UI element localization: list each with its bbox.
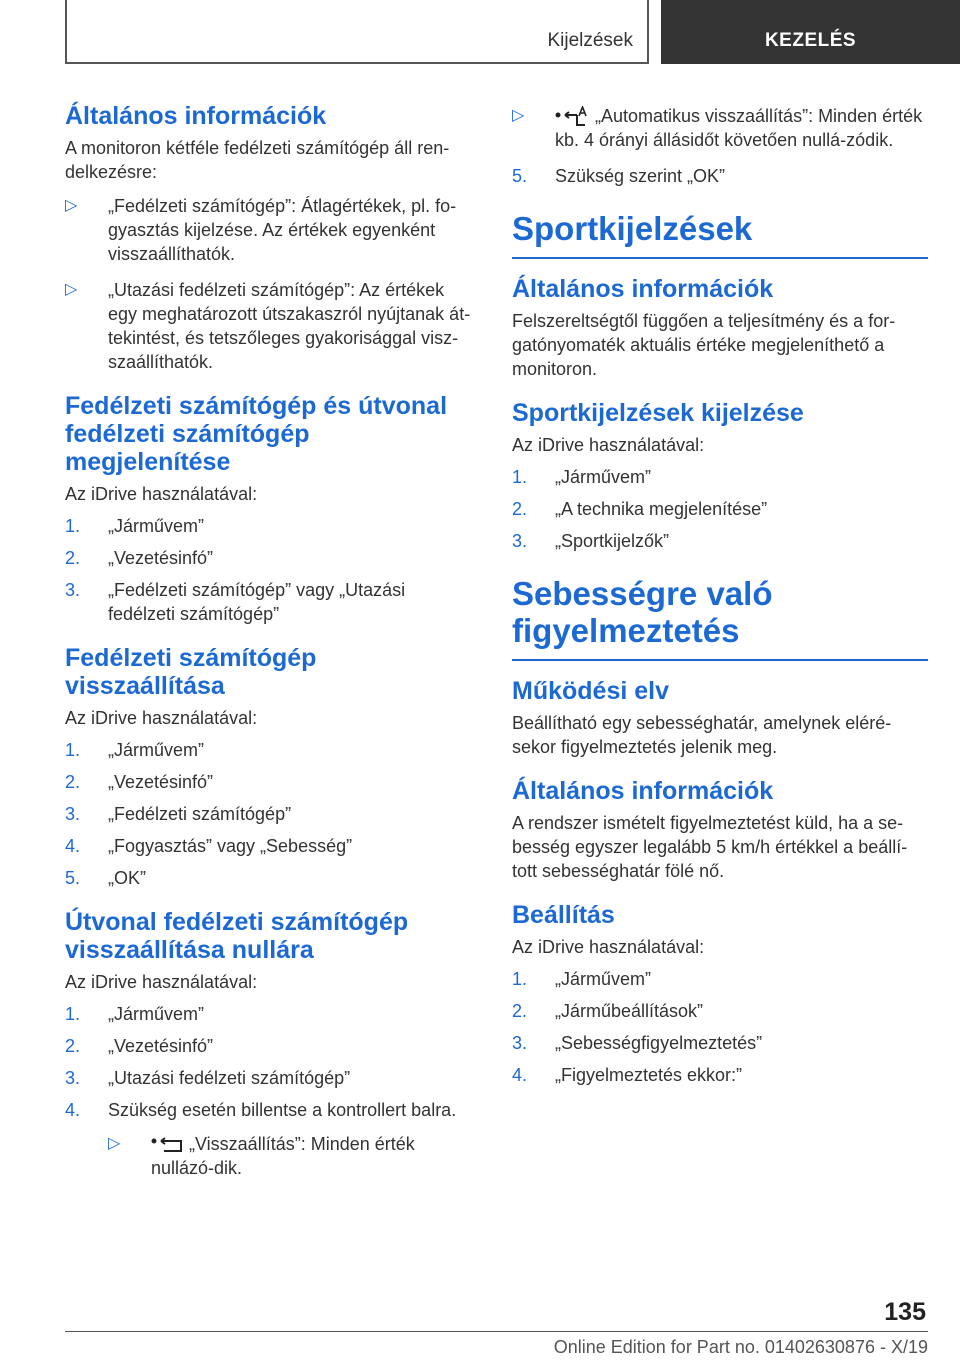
step-number: 2. [65, 1036, 81, 1056]
bullet-marker: ▷ [65, 197, 78, 214]
header-section-box [65, 0, 649, 64]
list-item [65, 578, 477, 626]
step-text: „Járművem” [108, 516, 205, 536]
header-chapter-box [661, 0, 960, 64]
step-text: „Járművem” [555, 969, 652, 990]
list-item [512, 1063, 928, 1087]
step-text: „Járművem” [108, 740, 205, 760]
paragraph: Az iDrive használatával: [512, 435, 705, 456]
list-item [512, 1031, 928, 1055]
list-item [512, 164, 928, 188]
paragraph: A rendszer ismételt figyelmeztetést küld, ha a se-besség egyszer legalább 5 km/h értékkel a beállí-tott sebességhatár fölé nő. [512, 813, 908, 882]
step-text: „Vezetésinfó” [108, 548, 214, 568]
bullet-text: „Utazási fedélzeti számítógép”: Az értékek egy meghatározott útszakaszról nyújtanak át-tekintést, és tetszőleges gyakorisággal visz-szaállíthatók. [108, 280, 471, 372]
heading-rule [512, 659, 928, 661]
paragraph: Az iDrive használatával: [65, 972, 258, 992]
auto-reset-icon [555, 106, 589, 128]
step-number: 3. [65, 804, 81, 824]
step-text: „Utazási fedélzeti számítógép” [108, 1068, 351, 1088]
list-item [65, 1002, 477, 1026]
paragraph: Az iDrive használatával: [65, 484, 258, 504]
bullet-text: „Visszaállítás”: Minden érték nullázó-dik. [151, 1134, 415, 1178]
paragraph: Felszereltségtől függően a teljesítmény és a for-gatónyomaték aktuális értéke megjeleníthető a monitoron. [512, 311, 896, 380]
section-title: Beállítás [512, 901, 615, 930]
step-number: 2. [512, 1001, 528, 1022]
section-title: Általános információk [512, 275, 774, 304]
list-item [512, 529, 928, 553]
step-number: 1. [65, 516, 81, 536]
list-item [65, 770, 477, 794]
list-item [65, 546, 477, 570]
chapter-heading: Sebességre való figyelmeztetés [512, 575, 773, 650]
step-text: „Sebességfigyelmeztetés” [555, 1033, 763, 1054]
chapter-heading: Sportkijelzések [512, 210, 753, 248]
paragraph: Beállítható egy sebességhatár, amelynek eléré-sekor figyelmeztetés jelenik meg. [512, 713, 892, 758]
step-number: 2. [65, 548, 81, 568]
paragraph: A monitoron kétféle fedélzeti számítógép áll ren-delkezésre: [65, 138, 450, 182]
section-title: Útvonal fedélzeti számítógép visszaállítása nullára [65, 908, 409, 964]
list-item [65, 1034, 477, 1058]
step-number: 2. [512, 499, 528, 520]
step-text: „Járművem” [555, 467, 652, 488]
step-number: 4. [512, 1065, 528, 1086]
list-item [65, 278, 477, 374]
reset-icon [151, 1136, 183, 1154]
section-title: Sportkijelzések kijelzése [512, 399, 804, 428]
list-item [512, 999, 928, 1023]
step-number: 3. [65, 1068, 81, 1088]
step-text: „Fogyasztás” vagy „Sebesség” [108, 836, 353, 856]
step-text: „Figyelmeztetés ekkor:” [555, 1065, 743, 1086]
step-text: „Fedélzeti számítógép” [108, 804, 292, 824]
list-item [65, 1098, 477, 1122]
section-title: Általános információk [512, 777, 774, 806]
step-number: 3. [512, 531, 528, 552]
step-number: 2. [65, 772, 81, 792]
step-text: „Vezetésinfó” [108, 1036, 214, 1056]
step-text: Szükség szerint „OK” [555, 166, 726, 187]
list-item [65, 866, 477, 890]
list-item [512, 497, 928, 521]
section-title: Általános információk [65, 102, 327, 130]
list-item [65, 834, 477, 858]
list-item [65, 738, 477, 762]
step-number: 1. [65, 740, 81, 760]
step-text: Szükség esetén billentse a kontrollert balra. [108, 1100, 457, 1120]
step-text: „Járművem” [108, 1004, 205, 1024]
header-section-title: Kijelzések [547, 30, 633, 51]
paragraph: Az iDrive használatával: [65, 708, 258, 728]
list-item [512, 967, 928, 991]
step-number: 3. [65, 580, 81, 600]
step-number: 3. [512, 1033, 528, 1054]
step-number: 1. [512, 969, 528, 990]
bullet-marker: ▷ [512, 107, 525, 124]
step-number: 4. [65, 1100, 81, 1120]
list-item [65, 1066, 477, 1090]
step-number: 1. [65, 1004, 81, 1024]
right-column [512, 104, 928, 1095]
header-chapter-title: KEZELÉS [764, 30, 857, 51]
bullet-marker: ▷ [65, 281, 78, 298]
page-number: 135 [884, 1298, 926, 1326]
list-item [512, 465, 928, 489]
left-column [65, 102, 477, 1192]
heading-rule [512, 257, 928, 259]
step-text: „Fedélzeti számítógép” vagy „Utazási fedélzeti számítógép” [108, 580, 406, 624]
step-number: 5. [512, 166, 528, 187]
step-number: 4. [65, 836, 81, 856]
section-title: Fedélzeti számítógép és útvonal fedélzeti számítógép megjelenítése [65, 392, 448, 476]
bullet-text: „Fedélzeti számítógép”: Átlagértékek, pl. fo-gyasztás kijelzése. Az értékek egyenként visszaállíthatók. [108, 196, 457, 264]
step-text: „A technika megjelenítése” [555, 499, 768, 520]
footer-edition: Online Edition for Part no. 01402630876 - X/19 [553, 1337, 928, 1357]
list-item [512, 104, 928, 152]
step-text: „Járműbeállítások” [555, 1001, 704, 1022]
step-text: „Vezetésinfó” [108, 772, 214, 792]
bullet-marker: ▷ [108, 1135, 121, 1152]
step-number: 1. [512, 467, 528, 488]
section-title: Működési elv [512, 677, 669, 706]
section-title: Fedélzeti számítógép visszaállítása [65, 644, 317, 700]
bullet-text: „Automatikus visszaállítás”: Minden érték kb. 4 órányi állásidőt követően nullá-zódik. [555, 106, 923, 151]
list-item [108, 1132, 477, 1180]
list-item [65, 194, 477, 266]
list-item [65, 802, 477, 826]
step-text: „Sportkijelzők” [555, 531, 670, 552]
step-text: „OK” [108, 868, 146, 888]
step-number: 5. [65, 868, 81, 888]
footer-divider [65, 1331, 928, 1332]
list-item [65, 514, 477, 538]
paragraph: Az iDrive használatával: [512, 937, 705, 958]
